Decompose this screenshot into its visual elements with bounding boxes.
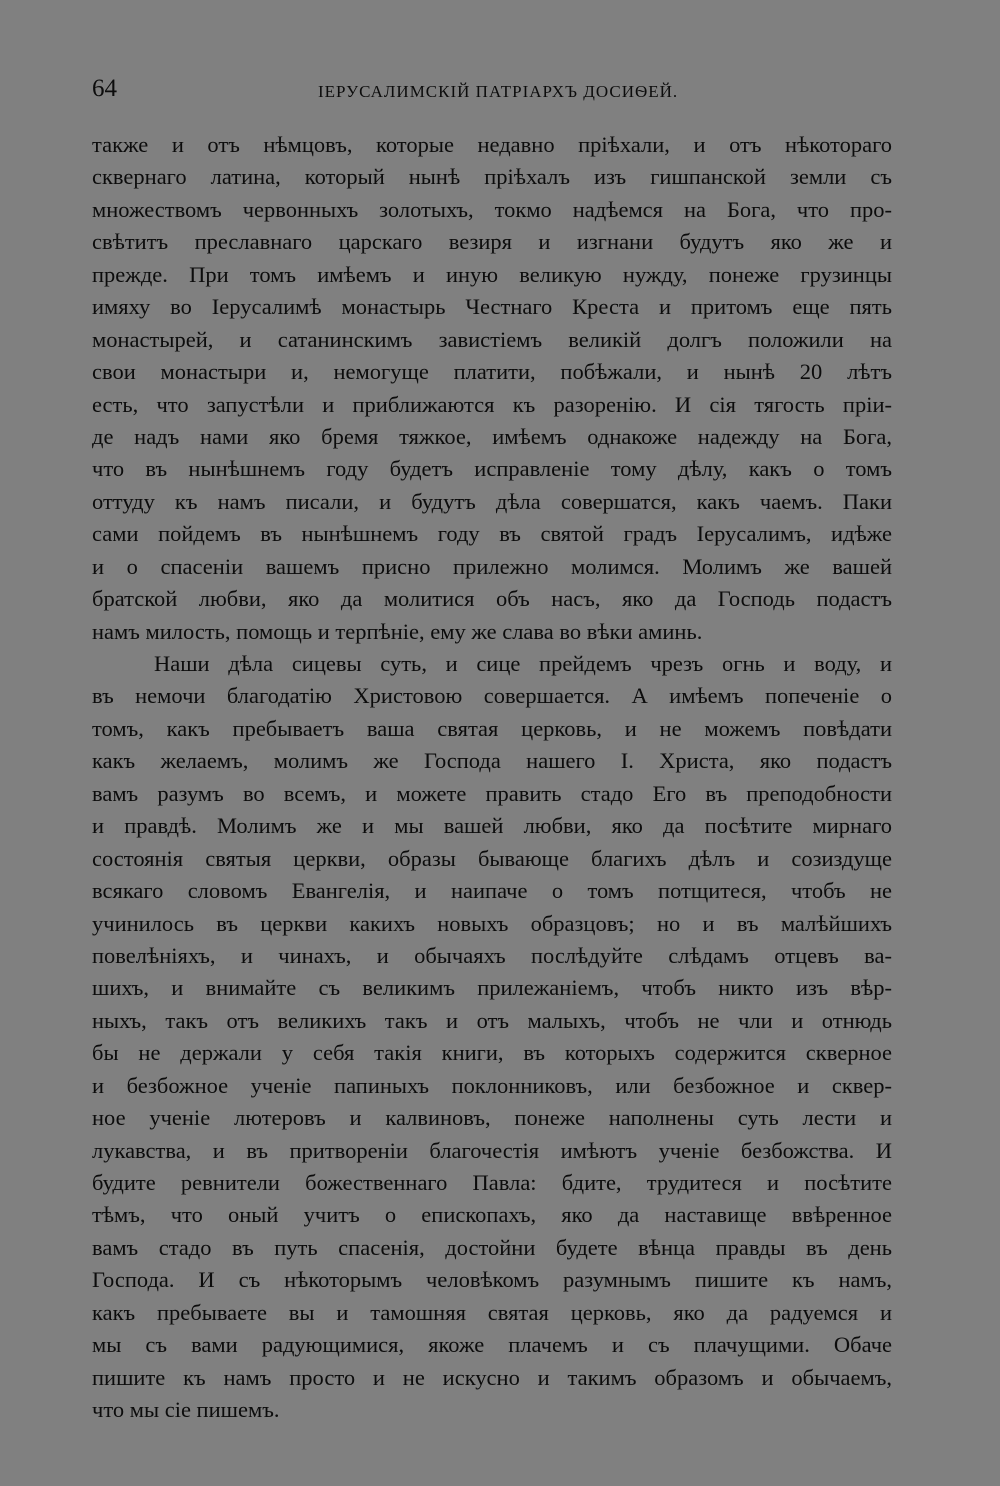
running-title: ІЕРУСАЛИМСКІЙ ПАТРІАРХЪ ДОСИѲЕЙ. [318, 82, 679, 101]
text-line: какъ пребываете вы и тамошняя святая церковь, яко да радуемся и [92, 1299, 892, 1325]
text-line: пишите къ намъ просто и не искусно и такимъ образомъ и обычаемъ, [92, 1364, 892, 1390]
text-line: Господа. И съ нѣкоторымъ человѣкомъ разумнымъ пишите къ намъ, [92, 1267, 892, 1293]
text-line: де надъ нами яко бремя тяжкое, имѣемъ однакоже надежду на Бога, [92, 423, 892, 449]
text-line: учинилось въ церкви какихъ новыхъ образцовъ; но и въ малѣйшихъ [92, 910, 892, 936]
text-line: сами пойдемъ въ нынѣшнемъ году въ святой градъ Іерусалимъ, идѣже [92, 521, 892, 547]
paragraph-2 [92, 648, 892, 1427]
text-line: будите ревнители божественнаго Павла: бдите, трудитеся и посѣтите [92, 1170, 892, 1195]
text-line: бы не держали у себя такія книги, въ которыхъ содержится скверное [92, 1040, 892, 1066]
text-line: въ немочи благодатію Христовою совершается. А имѣемъ попеченіе о [92, 683, 892, 709]
text-line: ныхъ, такъ отъ великихъ такъ и отъ малыхъ, чтобъ не чли и отнюдь [92, 1007, 892, 1033]
text-line: шихъ, и внимайте съ великимъ прилежаніемъ, чтобъ никто изъ вѣр- [92, 975, 892, 1001]
text-line: оттуду къ намъ писали, и будутъ дѣла совершатся, какъ чаемъ. Паки [92, 488, 892, 514]
text-line: множествомъ червонныхъ золотыхъ, токмо надѣемся на Бога, что про- [92, 196, 892, 222]
text-line: и правдѣ. Молимъ же и мы вашей любви, яко да посѣтите мирнаго [92, 813, 892, 839]
paragraph-1 [92, 129, 892, 648]
text-line: и безбожное ученіе папиныхъ поклонниковъ, или безбожное и сквер- [92, 1072, 892, 1098]
text-line: свѣтитъ преславнаго царскаго везиря и изгнани будутъ яко же и [92, 229, 892, 255]
text-line: намъ милость, помощь и терпѣніе, ему же слава во вѣки аминь. [92, 618, 703, 644]
text-line: имяху во Іерусалимѣ монастырь Честнаго Креста и притомъ еще пять [92, 294, 892, 320]
text-line: и о спасеніи вашемъ присно прилежно молимся. Молимъ же вашей [92, 553, 892, 579]
text-line: свои монастыри и, немогуще платити, побѣжали, и нынѣ 20 лѣтъ [92, 359, 892, 385]
text-line: всякаго словомъ Евангелія, и наипаче о томъ потщитеся, чтобъ не [92, 878, 892, 904]
text-line: монастырей, и сатанинскимъ завистіемъ великій долгъ положили на [92, 326, 892, 352]
text-line: тѣмъ, что оный учитъ о епископахъ, яко да наставище ввѣренное [92, 1202, 892, 1228]
text-line: прежде. При томъ имѣемъ и иную великую нужду, понеже грузинцы [92, 261, 892, 287]
text-line: какъ желаемъ, молимъ же Господа нашего І. Христа, яко подастъ [92, 748, 892, 774]
text-line: что въ нынѣшнемъ году будетъ исправленіе тому дѣлу, какъ о томъ [92, 456, 892, 482]
text-line: братской любви, яко да молитися объ насъ, яко да Господь подастъ [92, 586, 892, 612]
text-line: мы съ вами радующимися, якоже плачемъ и съ плачущими. Обаче [92, 1332, 892, 1358]
page-number: 64 [92, 75, 117, 102]
text-line: что мы сіе пишемъ. [92, 1397, 280, 1423]
text-line: есть, что запустѣли и приближаются къ разоренію. И сія тягость пріи- [92, 391, 892, 417]
text-line: также и отъ нѣмцовъ, которые недавно пріѣхали, и отъ нѣкотораго [92, 132, 892, 157]
text-line: состоянія святыя церкви, образы бывающе благихъ дѣлъ и созиздуще [92, 845, 892, 871]
text-line: томъ, какъ пребываетъ ваша святая церковь, и не можемъ повѣдати [92, 715, 892, 741]
text-line: повелѣніяхъ, и чинахъ, и обычаяхъ послѣдуйте слѣдамъ отцевъ ва- [92, 942, 892, 968]
page-header [92, 74, 892, 110]
body-text [92, 129, 892, 1427]
text-line: Наши дѣла сицевы суть, и сице прейдемъ чрезъ огнь и воду, и [154, 651, 892, 676]
text-line: лукавства, и въ притвореніи благочестія имѣютъ ученіе безбожства. И [92, 1137, 892, 1163]
text-line: сквернаго латина, который нынѣ пріѣхалъ изъ гишпанской земли съ [92, 164, 892, 190]
text-line: вамъ разумъ во всемъ, и можете править стадо Его въ преподобности [92, 780, 892, 806]
text-line: ное ученіе лютеровъ и калвиновъ, понеже наполнены суть лести и [92, 1105, 892, 1131]
text-line: вамъ стадо въ путь спасенія, достойни будете вѣнца правды въ день [92, 1234, 892, 1260]
